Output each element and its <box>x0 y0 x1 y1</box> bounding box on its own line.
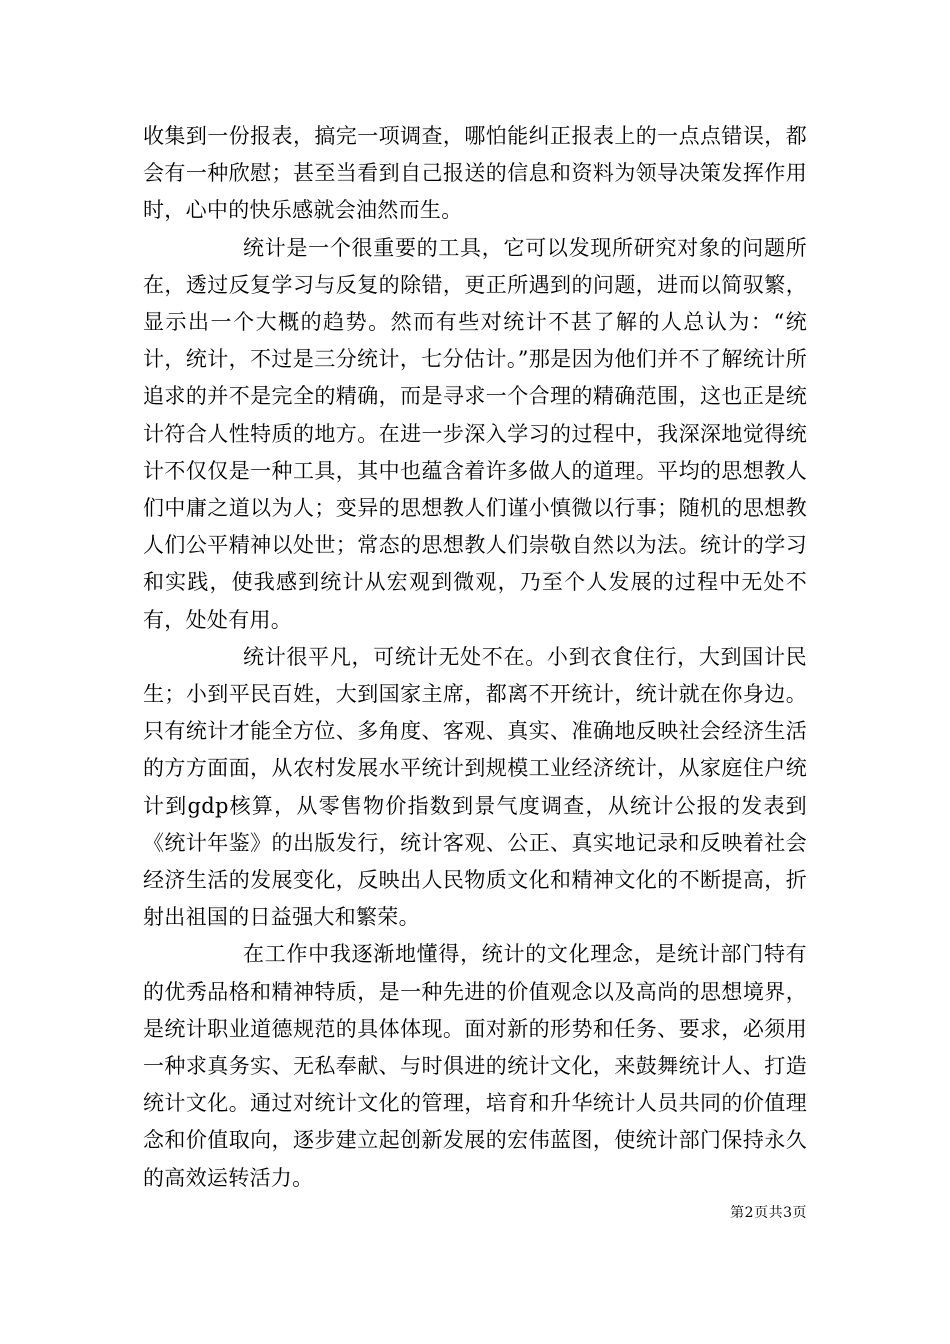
paragraph-2: 统计是一个很重要的工具，它可以发现所研究对象的问题所在，透过反复学习与反复的除错，更正所遇到的问题，进而以简驭繁，显示出一个大概的趋势。然而有些对统计不甚了解的人总认为：“统计，统计，不过是三分统计，七分估计。”那是因为他们并不了解统计所追求的并不是完全的精确，而是寻求一个合理的精确范围，这也正是统计符合人性特质的地方。在进一步深入学习的过程中，我深深地觉得统计不仅仅是一种工具，其中也蕴含着许多做人的道理。平均的思想教人们中庸之道以为人；变异的思想教人们谨小慎微以行事；随机的思想教人们公平精神以处世；常态的思想教人们崇敬自然以为法。统计的学习和实践，使我感到统计从宏观到微观，乃至个人发展的过程中无处不有，处处有用。 <box>143 235 807 632</box>
paragraph-1: 收集到一份报表，搞完一项调查，哪怕能纠正报表上的一点点错误，都会有一种欣慰；甚至当看到自己报送的信息和资料为领导决策发挥作用时，心中的快乐感就会油然而生。 <box>143 124 807 223</box>
paragraph-3: 统计很平凡，可统计无处不在。小到衣食住行，大到国计民生；小到平民百姓，大到国家主席，都离不开统计，统计就在你身边。只有统计才能全方位、多角度、客观、真实、准确地反映社会经济生活的方方面面，从农村发展水平统计到规模工业经济统计，从家庭住户统计到gdp核算，从零售物价指数到景气度调查，从统计公报的发表到《统计年鉴》的出版发行，统计客观、公正、真实地记录和反映着社会经济生活的发展变化，反映出人民物质文化和精神文化的不断提高，折射出祖国的日益强大和繁荣。 <box>143 644 807 930</box>
paragraph-4: 在工作中我逐渐地懂得，统计的文化理念，是统计部门特有的优秀品格和精神特质，是一种先进的价值观念以及高尚的思想境界，是统计职业道德规范的具体体现。面对新的形势和任务、要求，必须用一种求真务实、无私奉献、与时俱进的统计文化，来鼓舞统计人、打造统计文化。通过对统计文化的管理，培育和升华统计人员共同的价值理念和价值取向，逐步建立起创新发展的宏伟蓝图，使统计部门保持永久的高效运转活力。 <box>143 942 807 1190</box>
page-number-footer: 第2页共3页 <box>730 1205 807 1221</box>
document-body <box>143 118 807 1197</box>
